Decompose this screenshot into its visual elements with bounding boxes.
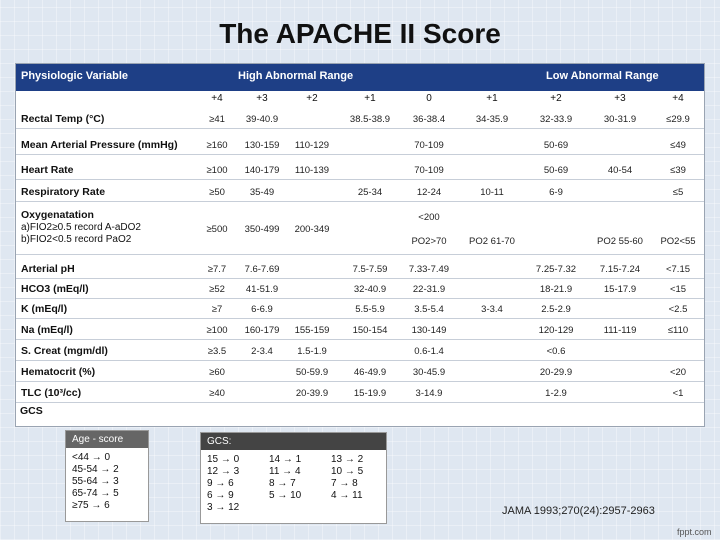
table-cell: 36-38.4 (412, 114, 446, 125)
table-cell: 130-149 (411, 325, 447, 336)
table-cell: 6-9 (549, 187, 563, 198)
table-cell: ≤39 (670, 165, 686, 176)
table-cell: <7.15 (665, 264, 691, 275)
table-cell: 35-49 (249, 187, 275, 198)
age-score-list: <44 → 0 45-54 → 2 55-64 → 3 65-74 → 5 ≥75 → 6 (72, 452, 119, 511)
oxy-cell: PO2>70 (411, 236, 447, 247)
table-cell: ≥60 (209, 367, 225, 378)
table-cell: <20 (669, 367, 687, 378)
oxy-cell: ≥500 (206, 224, 228, 235)
table-cell: 22-31.9 (412, 284, 446, 295)
table-cell: ≤5 (672, 187, 684, 198)
oxy-cell: 200-349 (294, 224, 330, 235)
oxy-label-a: a)FIO2≥0.5 record A-aDO2 (21, 222, 141, 233)
oxy-cell: PO2 61-70 (469, 236, 515, 247)
table-cell: <0.6 (546, 346, 566, 357)
table-cell: 46-49.9 (353, 367, 387, 378)
table-cell: <2.5 (668, 304, 688, 315)
row-label: Rectal Temp (°C) (21, 113, 105, 125)
age-score-box (65, 430, 149, 522)
table-cell: 32-40.9 (353, 284, 387, 295)
row-divider (16, 360, 704, 361)
table-cell: 12-24 (416, 187, 442, 198)
table-cell: 5.5-5.9 (355, 304, 385, 315)
gcs-score-box (200, 432, 387, 524)
table-cell: 50-69 (543, 140, 569, 151)
table-cell: 50-69 (543, 165, 569, 176)
column-header: +3 (614, 93, 626, 104)
oxy-label: Oxygenatation (21, 209, 94, 221)
table-cell: 7.15-7.24 (599, 264, 641, 275)
header-high: High Abnormal Range (238, 70, 354, 82)
row-divider (16, 402, 704, 403)
header-low: Low Abnormal Range (546, 70, 659, 82)
table-cell: ≥7 (211, 304, 223, 315)
table-cell: ≥41 (209, 114, 225, 125)
table-cell: 160-179 (244, 325, 280, 336)
table-cell: 7.6-7.69 (244, 264, 280, 275)
row-label: Heart Rate (21, 164, 74, 176)
table-cell: <15 (669, 284, 687, 295)
age-score-header: Age - score (66, 431, 148, 448)
column-header: +4 (672, 93, 684, 104)
row-label: Na (mEq/l) (21, 324, 73, 336)
table-cell: 32-33.9 (539, 114, 573, 125)
apache-table (15, 63, 705, 427)
table-cell: 20-29.9 (539, 367, 573, 378)
oxy-cell: PO2<55 (660, 236, 696, 247)
table-cell: 7.33-7.49 (408, 264, 450, 275)
table-cell: 1-2.9 (545, 388, 567, 399)
table-cell: 2-3.4 (251, 346, 273, 357)
table-cell: 15-19.9 (353, 388, 387, 399)
gcs-score-header: GCS: (201, 433, 386, 450)
table-cell: 3-3.4 (481, 304, 503, 315)
row-divider (16, 298, 704, 299)
column-header: +1 (486, 93, 498, 104)
table-cell: 110-139 (294, 165, 330, 176)
table-cell: 30-31.9 (603, 114, 637, 125)
page-title: The APACHE II Score (219, 18, 501, 49)
table-cell: ≥7.7 (207, 264, 227, 275)
table-cell: 2.5-2.9 (541, 304, 571, 315)
table-cell: 10-11 (480, 187, 504, 198)
column-header: +1 (364, 93, 376, 104)
row-divider (16, 254, 704, 255)
row-label: TLC (10³/cc) (21, 387, 82, 399)
table-cell: 155-159 (294, 325, 330, 336)
table-cell: 30-45.9 (412, 367, 446, 378)
footer-watermark: fppt.com (677, 527, 712, 537)
table-cell: 3.5-5.4 (414, 304, 444, 315)
table-cell: 150-154 (352, 325, 388, 336)
table-cell: 7.25-7.32 (535, 264, 577, 275)
oxy-cell: <200 (418, 212, 440, 223)
table-cell: ≤49 (670, 140, 686, 151)
table-cell: 70-109 (414, 165, 444, 176)
table-cell: 120-129 (538, 325, 574, 336)
column-header: 0 (426, 93, 432, 104)
table-cell: 110-129 (294, 140, 330, 151)
row-divider (16, 179, 704, 180)
table-cell: 7.5-7.59 (352, 264, 388, 275)
row-divider (16, 339, 704, 340)
table-cell: 50-59.9 (295, 367, 329, 378)
citation: JAMA 1993;270(24):2957-2963 (502, 505, 655, 517)
table-cell: 40-54 (607, 165, 633, 176)
row-label: Respiratory Rate (21, 186, 106, 198)
gcs-col-3: 13 → 2 10 → 5 7 → 8 4 → 11 (331, 454, 364, 501)
table-cell: ≥3.5 (207, 346, 227, 357)
row-label: Hematocrit (%) (21, 366, 96, 378)
table-cell: ≤29.9 (666, 114, 690, 125)
table-cell: 41-51.9 (245, 284, 279, 295)
table-cell: 25-34 (357, 187, 383, 198)
table-cell: 15-17.9 (603, 284, 637, 295)
table-cell: 111-119 (603, 325, 637, 336)
table-cell: 34-35.9 (475, 114, 509, 125)
row-label: HCO3 (mEq/l) (21, 283, 89, 295)
table-cell: 70-109 (414, 140, 444, 151)
row-divider (16, 128, 704, 129)
row-divider (16, 201, 704, 202)
table-cell: ≥100 (206, 325, 228, 336)
row-divider (16, 381, 704, 382)
table-cell: 18-21.9 (539, 284, 573, 295)
table-cell: 20-39.9 (295, 388, 329, 399)
table-cell: 38.5-38.9 (349, 114, 391, 125)
gcs-label: GCS (20, 405, 43, 417)
column-header: +2 (550, 93, 562, 104)
column-header: +3 (256, 93, 268, 104)
row-divider (16, 278, 704, 279)
oxy-label-b: b)FIO2<0.5 record PaO2 (21, 234, 132, 245)
table-header-bar (16, 64, 704, 91)
table-cell: 140-179 (244, 165, 280, 176)
header-variable: Physiologic Variable (21, 70, 128, 82)
gcs-col-2: 14 → 1 11 → 4 8 → 7 5 → 10 (269, 454, 302, 501)
oxy-cell: PO2 55-60 (597, 236, 643, 247)
table-cell: 6-6.9 (251, 304, 273, 315)
table-cell: 130-159 (244, 140, 280, 151)
gcs-col-1: 15 → 0 12 → 3 9 → 6 6 → 9 3 → 12 (207, 454, 240, 513)
column-header: +2 (306, 93, 318, 104)
table-cell: 3-14.9 (415, 388, 443, 399)
table-cell: ≥52 (209, 284, 225, 295)
row-label: S. Creat (mgm/dl) (21, 345, 108, 357)
row-label: Mean Arterial Pressure (mmHg) (21, 139, 178, 151)
row-divider (16, 154, 704, 155)
column-header: +4 (211, 93, 223, 104)
table-cell: ≥100 (206, 165, 228, 176)
table-cell: ≥40 (209, 388, 225, 399)
oxy-cell: 350-499 (244, 224, 280, 235)
table-cell: ≥50 (209, 187, 225, 198)
table-cell: ≥160 (206, 140, 228, 151)
table-cell: 0.6-1.4 (414, 346, 444, 357)
row-label: Arterial pH (21, 263, 75, 275)
table-cell: <1 (672, 388, 684, 399)
table-cell: 39-40.9 (245, 114, 279, 125)
row-label: K (mEq/l) (21, 303, 68, 315)
table-cell: 1.5-1.9 (297, 346, 327, 357)
table-cell: ≤110 (667, 325, 689, 336)
row-divider (16, 318, 704, 319)
